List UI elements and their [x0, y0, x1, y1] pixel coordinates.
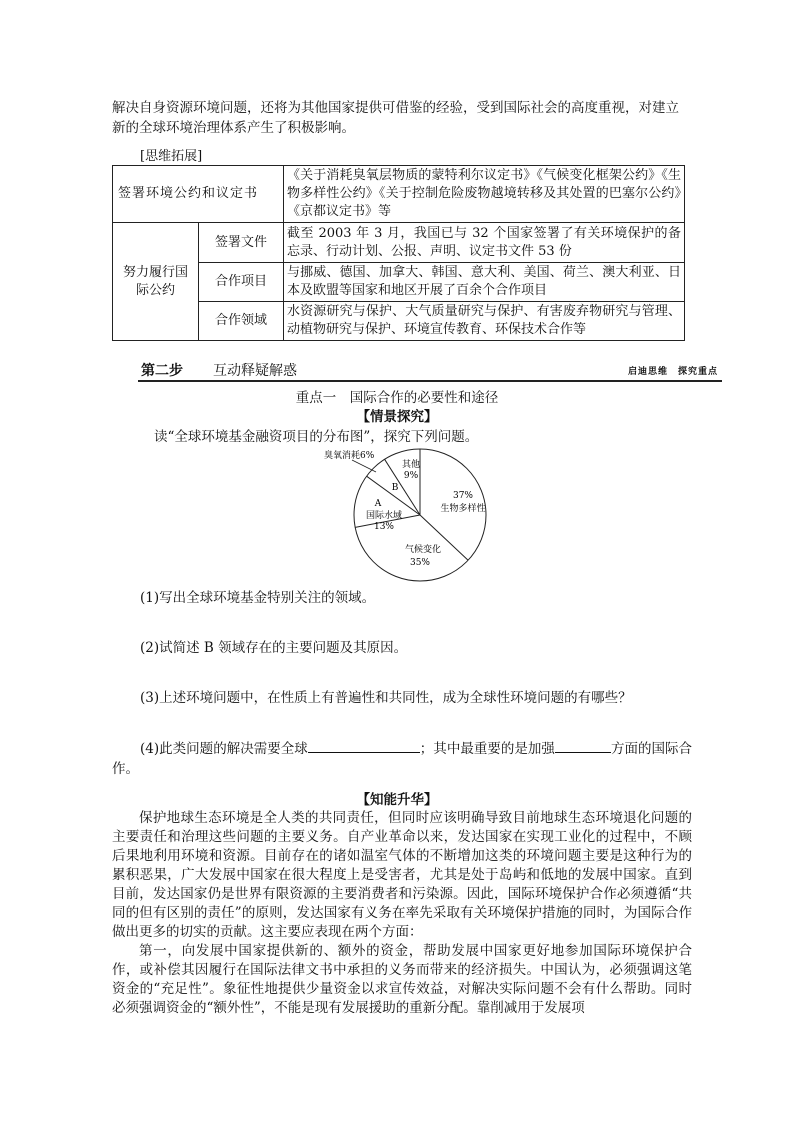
label-b-letter: B [391, 483, 399, 493]
label-water-value: 13% [373, 522, 395, 532]
group-label: 努力履行国际公约 [113, 223, 199, 341]
question-2: (2)试简述 B 领域存在的主要问题及其原因。 [140, 640, 408, 656]
sub-text-1: 截至 2003 年 3 月，我国已与 32 个国家签署了有关环境保护的备忘录、行动计划、公报、声明、议定书文件 53 份 [284, 223, 685, 263]
table-label: [思维拓展] [140, 149, 203, 164]
label-bio-value: 37% [452, 491, 474, 501]
table-row [113, 166, 685, 223]
row1-text: 《关于消耗臭氧层物质的蒙特利尔议定书》《气候变化框架公约》《生物多样性公约》《关于控制危险废物越境转移及其处置的巴塞尔公约》《京都议定书》等 [284, 166, 685, 223]
step-title: 第二步 [141, 363, 183, 379]
question-4 [112, 738, 692, 779]
sub-label-2: 合作项目 [199, 263, 284, 302]
scenario-intro: 读“全球环境基金融资项目的分布图”，探究下列问题。 [154, 429, 479, 445]
ozone-leader-line [352, 460, 376, 472]
label-ozone: 臭氧消耗6% [324, 451, 375, 461]
question-4-part-c: 方面的国际合作。 [112, 741, 693, 777]
label-climate-value: 35% [409, 558, 431, 568]
label-climate: 气候变化 [404, 545, 442, 555]
expansion-table [112, 165, 685, 341]
answer-blank-1[interactable] [308, 738, 420, 753]
step-right-label: 启迪思维 探究重点 [627, 367, 718, 377]
sub-text-3: 水资源研究与保护、大气质量研究与保护、有害废弃物研究与管理、动植物研究与保护、环境宣传教育、环保技术合作等 [284, 302, 685, 341]
knowledge-heading: 【知能升华】 [356, 792, 438, 808]
question-1: (1)写出全球环境基金特别关注的领域。 [140, 590, 376, 606]
label-bio: 生物多样性 [440, 504, 486, 514]
knowledge-paragraph-2: 第一，向发展中国家提供新的、额外的资金，帮助发展中国家更好地参加国际环境保护合作，或补偿其因履行在国际法律文书中承担的义务而带来的经济损失。中国认为，必须强调这笔资金的“充足性”。象征性地提供少量资金以求宣传效益，对解决实际问题不会有什么帮助。同时必须强调资金的“额外性”，不能是现有发展援助的重新分配。靠削减用于发展项 [112, 943, 692, 1016]
scenario-heading: 【情景探究】 [356, 409, 438, 425]
sub-label-3: 合作领域 [199, 302, 284, 341]
label-water: 国际水域 [365, 511, 403, 521]
intro-paragraph: 解决自身资源环境问题，还将为其他国家提供可借鉴的经验，受到国际社会的高度重视，对建立新的全球环境治理体系产生了积极影响。 [112, 100, 679, 136]
key-point-title: 重点一 国际合作的必要性和途径 [295, 390, 499, 406]
sub-label-1: 签署文件 [199, 223, 284, 263]
label-other: 其他 [401, 460, 421, 470]
step-subtitle: 互动释疑解惑 [213, 363, 297, 379]
pie-svg [320, 445, 500, 585]
knowledge-paragraph-1: 保护地球生态环境是全人类的共同责任，但同时应该明确导致目前地球生态环境退化问题的主要责任和治理这些问题的主要义务。自产业革命以来，发达国家在实现工业化的过程中，不顾后果地利用环境和资源。目前存在的诸如温室气体的不断增加这类的环境问题主要是这种行为的累积恶果，广大发展中国家在很大程度上是受害者，尤其是处于岛屿和低地的发展中国家。直到目前，发达国家仍是世界有限资源的主要消费者和污染源。因此，国际环境保护合作必须遵循“共同的但有区别的责任”的原则，发达国家有义务在率先采取有关环境保护措施的同时，为国际合作做出更多的切实的贡献。这主要应表现在两个方面： [112, 810, 692, 940]
table-row [113, 302, 685, 341]
sub-text-2: 与挪威、德国、加拿大、韩国、意大利、美国、荷兰、澳大利亚、日本及欧盟等国家和地区开展了百余个合作项目 [284, 263, 685, 302]
question-3: (3)上述环境问题中，在性质上有普遍性和共同性，成为全球性环境问题的有哪些？ [140, 690, 632, 706]
question-4-part-b: ；其中最重要的是加强 [419, 741, 555, 757]
pie-chart [320, 445, 500, 589]
row1-label: 签署环境公约和议定书 [113, 166, 284, 223]
answer-blank-2[interactable] [555, 738, 611, 753]
question-4-part-a: (4)此类问题的解决需要全球 [140, 741, 308, 757]
table-row [113, 263, 685, 302]
table-row [113, 223, 685, 263]
label-a-letter: A [374, 499, 382, 509]
label-other-value: 9% [403, 471, 419, 481]
